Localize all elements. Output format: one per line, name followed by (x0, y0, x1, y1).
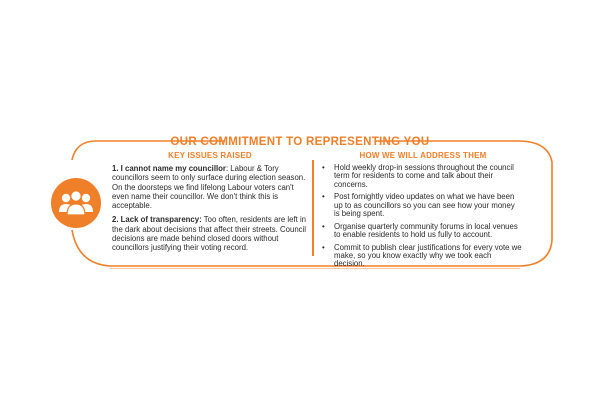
issue-item (112, 164, 308, 210)
issue-item (112, 215, 308, 252)
list-item (322, 223, 522, 240)
column-divider (312, 160, 314, 256)
bullet: • (322, 192, 325, 202)
list-item (322, 164, 522, 189)
issues-list (112, 164, 308, 258)
action-text: Organise quarterly community forums in local venues to enable residents to hold us fully to account. (334, 221, 518, 240)
issue-title: 2. Lack of transparency: (112, 215, 202, 225)
action-text: Commit to publish clear justifications for every vote we make, so you know exactly why we took each decision. (334, 242, 522, 269)
actions-heading: HOW WE WILL ADDRESS THEM (359, 151, 487, 160)
bullet: • (322, 163, 325, 172)
issue-title: 1. I cannot name my councillor (112, 164, 226, 173)
action-text: Hold weekly drop-in sessions throughout the council term for residents to come and talk about their concerns. (334, 163, 514, 189)
issue-text: Too often, residents are left in the dark about decisions that affect their streets. Council decisions are made behind closed doors without councillors justifying their voting record. (112, 215, 307, 253)
page-title: OUR COMMITMENT TO REPRESENTING YOU (170, 136, 430, 148)
actions-list (322, 164, 522, 273)
issues-heading: KEY ISSUES RAISED (168, 151, 252, 160)
group-people-icon (51, 178, 101, 228)
list-item (322, 193, 522, 218)
bullet: • (322, 221, 325, 231)
list-item (322, 244, 522, 269)
issue-text: : Labour & Tory councillors seem to only surface during election season. On the doorsteps we find lifelong Labour voters can't even name their councillor. We don't think this is acceptable. (112, 164, 306, 211)
action-text: Post fornightly video updates on what we have been up to as councillors so you can see how your money is being spent. (334, 192, 515, 218)
bullet: • (322, 242, 325, 252)
